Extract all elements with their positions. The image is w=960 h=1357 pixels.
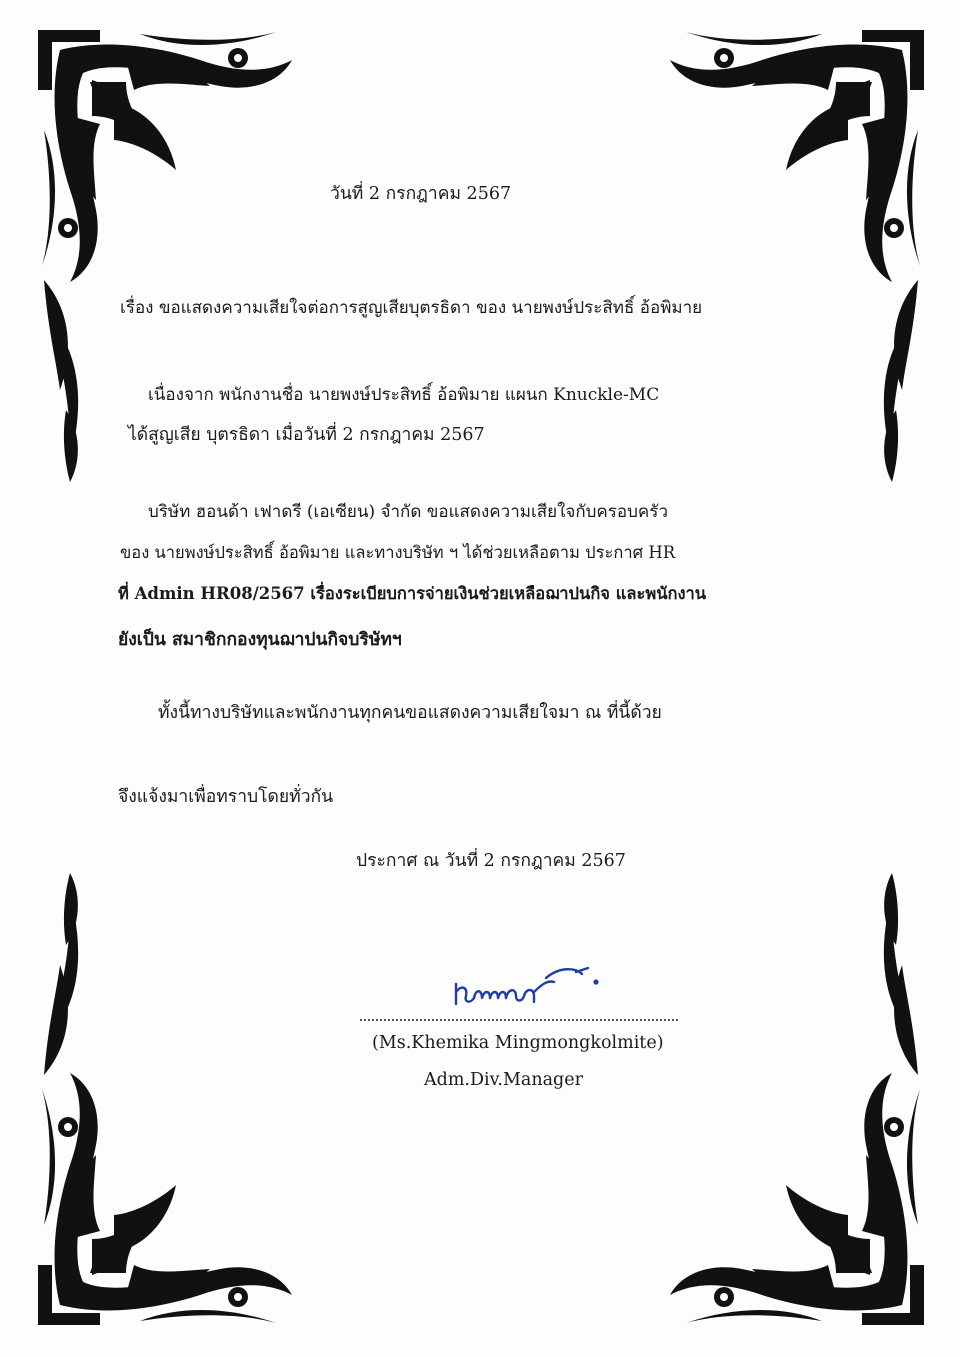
ornament-corner-top-right-icon [662, 20, 932, 490]
paragraph-2-line-1: บริษัท ฮอนด้า เฟาดรี (เอเซียน) จำกัด ขอแสดงความเสียใจกับครอบครัว [148, 502, 668, 522]
ornament-corner-top-left-icon [30, 20, 300, 490]
signature-line [360, 1019, 678, 1021]
announcement-date: ประกาศ ณ วันที่ 2 กรกฎาคม 2567 [356, 851, 626, 871]
paragraph-1-line-2: ได้สูญเสีย บุตรธิดา เมื่อวันที่ 2 กรกฎาคม 2567 [128, 425, 485, 445]
handwritten-signature-icon [450, 962, 600, 1022]
closing-line: จึงแจ้งมาเพื่อทราบโดยทั่วกัน [118, 787, 334, 807]
signer-name: (Ms.Khemika Mingmongkolmite) [372, 1033, 664, 1053]
paragraph-3: ทั้งนี้ทางบริษัทและพนักงานทุกคนขอแสดงความเสียใจมา ณ ที่นี้ด้วย [158, 703, 662, 723]
ornament-corner-bottom-right-icon [662, 865, 932, 1335]
paragraph-1-line-1: เนื่องจาก พนักงานชื่อ นายพงษ์ประสิทธิ์ อ้อพิมาย แผนก Knuckle-MC [148, 385, 660, 405]
paragraph-2-line-4: ยังเป็น สมาชิกกองทุนฌาปนกิจบริษัทฯ [118, 630, 402, 650]
paragraph-2-line-2: ของ นายพงษ์ประสิทธิ์ อ้อพิมาย และทางบริษัท ฯ ได้ช่วยเหลือตาม ประกาศ HR [120, 543, 676, 562]
signer-title: Adm.Div.Manager [424, 1070, 583, 1090]
paragraph-2-line-3: ที่ Admin HR08/2567 เรื่องระเบียบการจ่ายเงินช่วยเหลือฌาปนกิจ และพนักงาน [118, 584, 707, 603]
letter-date: วันที่ 2 กรกฎาคม 2567 [330, 184, 512, 204]
ornament-corner-bottom-left-icon [30, 865, 300, 1335]
letter-subject: เรื่อง ขอแสดงความเสียใจต่อการสูญเสียบุตรธิดา ของ นายพงษ์ประสิทธิ์ อ้อพิมาย [120, 298, 703, 318]
